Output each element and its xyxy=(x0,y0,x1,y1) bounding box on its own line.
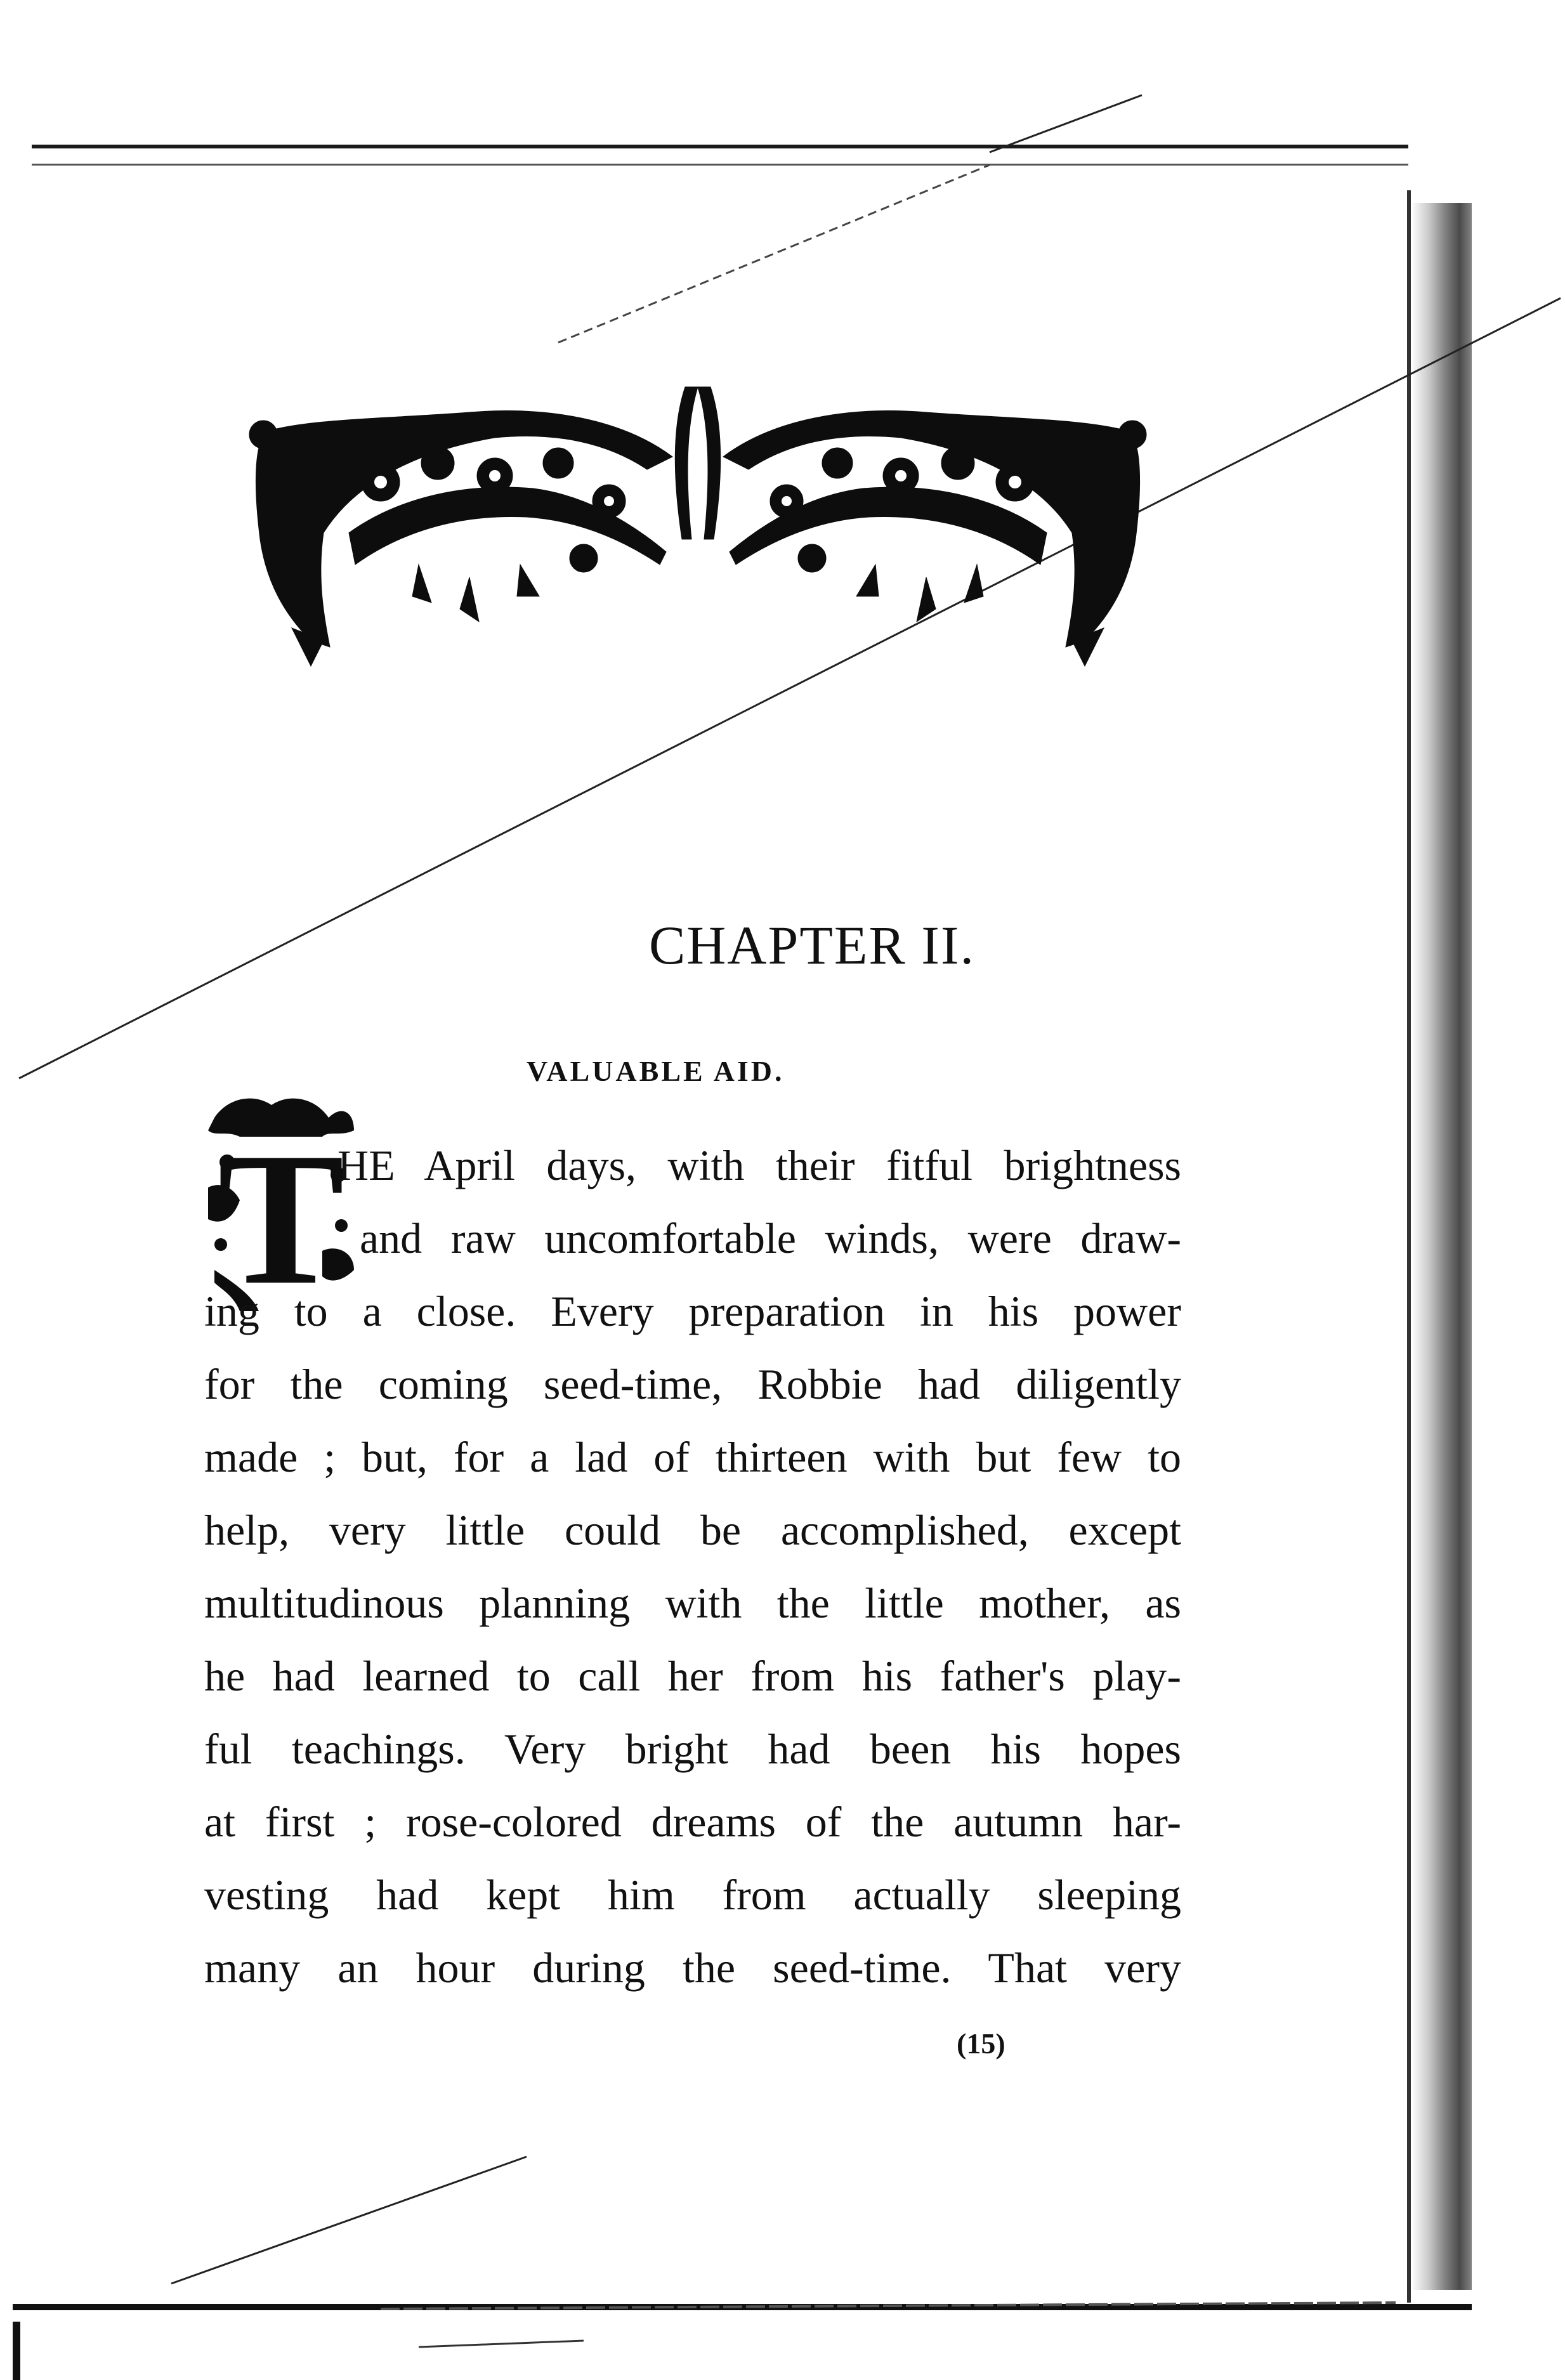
body-line: and raw uncomfortable winds, were draw- xyxy=(360,1214,1181,1262)
body-line: multitudinous planning with the little mother, as xyxy=(204,1579,1181,1627)
body-paragraph xyxy=(204,1129,1181,2004)
body-line: vesting had kept him from actually sleeping xyxy=(204,1871,1181,1919)
body-line: at first ; rose-colored dreams of the autumn har- xyxy=(204,1798,1181,1846)
floral-headpiece-ornament xyxy=(228,374,1167,691)
body-line: made ; but, for a lad of thirteen with but few to xyxy=(204,1433,1181,1481)
chapter-title xyxy=(0,913,1396,977)
body-line: for the coming seed-time, Robbie had diligently xyxy=(204,1360,1181,1408)
body-line: many an hour during the seed-time. That very xyxy=(204,1944,1181,1992)
drop-cap-letter: T xyxy=(217,1113,345,1314)
chapter-title-text: CHAPTER II. xyxy=(648,915,976,976)
chapter-subtitle: VALUABLE AID. xyxy=(527,1055,785,1087)
body-line: ful teachings. Very bright had been his hopes xyxy=(204,1725,1181,1773)
body-line: help, very little could be accomplished, except xyxy=(204,1506,1181,1554)
body-line: ing to a close. Every preparation in his power xyxy=(204,1287,1181,1335)
body-line: he had learned to call her from his father's play- xyxy=(204,1652,1181,1700)
body-line: HE April days, with their fitful brightness xyxy=(337,1141,1181,1189)
page-number: (15) xyxy=(957,2027,1005,2060)
